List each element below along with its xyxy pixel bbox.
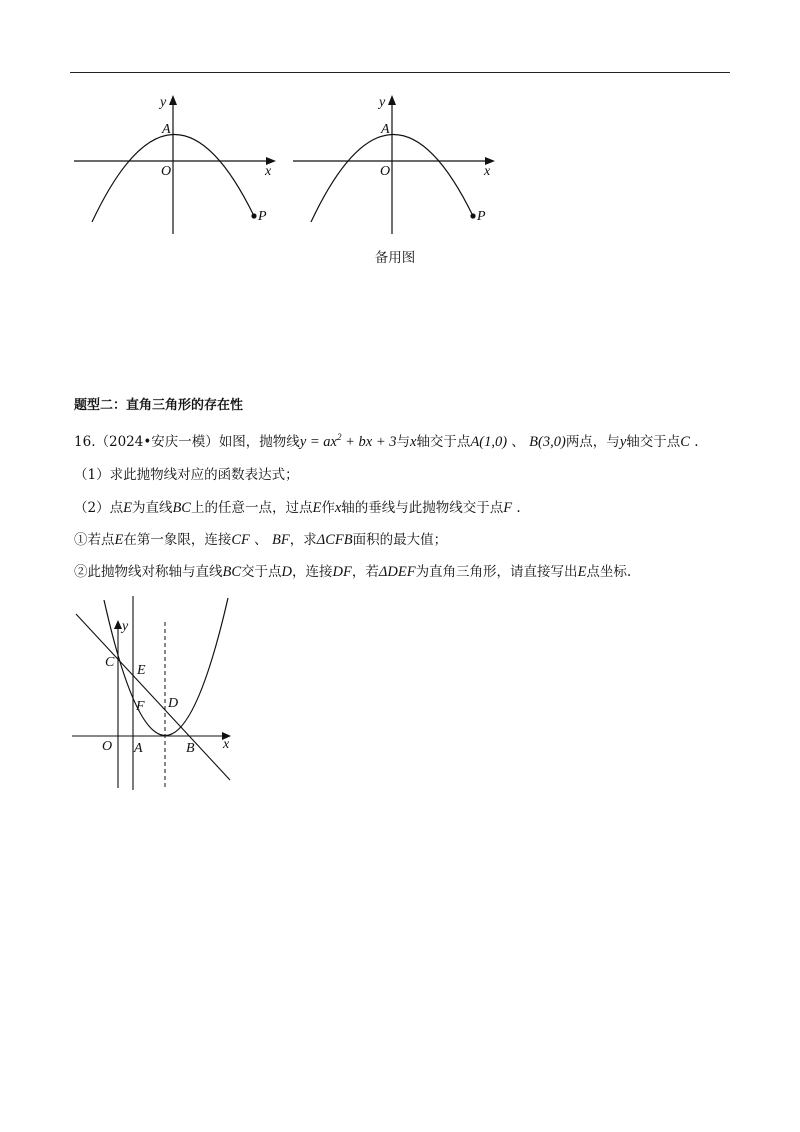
- vertex-label: A: [381, 122, 390, 137]
- x-axis-label: x: [223, 737, 230, 752]
- point-b-label: B: [186, 741, 195, 756]
- parabola-figure-2: [289, 90, 499, 240]
- point-e-label: E: [137, 663, 146, 678]
- equation: $y = ax^2$ + bx + 3: [299, 432, 397, 450]
- point-c-label: C: [105, 655, 115, 670]
- problem-stem: 16.（2024•安庆一模）如图，抛物线$y = ax^2$ + bx + 3与x轴交于点A(1,0) 、 B(3,0)两点，与y轴交于点C .: [74, 432, 699, 450]
- x-axis-label: x: [484, 164, 491, 179]
- part-1: （1）求此抛物线对应的函数表达式；: [74, 467, 299, 483]
- point-p-label: P: [258, 209, 267, 224]
- question-2: ②此抛物线对称轴与直线BC交于点D，连接DF，若ΔDEF为直角三角形，请直接写出E点坐标.: [74, 564, 632, 580]
- header-rule: [70, 72, 730, 73]
- x-axis-label: x: [265, 164, 272, 179]
- part-2: （2）点E为直线BC上的任意一点，过点E作x轴的垂线与此抛物线交于点F .: [74, 500, 521, 516]
- origin-label: O: [102, 739, 113, 754]
- problem-figure: [70, 592, 245, 797]
- y-axis-label: y: [379, 95, 386, 110]
- point-f-label: F: [136, 699, 145, 714]
- y-axis-label: y: [160, 95, 167, 110]
- point-d-label: D: [168, 696, 179, 711]
- problem-source: （2024•安庆一模）: [95, 433, 219, 450]
- section-heading: 题型二：直角三角形的存在性: [74, 398, 244, 413]
- figure-caption: 备用图: [374, 250, 416, 266]
- vertex-label: A: [162, 122, 171, 137]
- problem-number: 16: [74, 433, 92, 450]
- parabola-figure-1: [70, 90, 280, 240]
- y-axis-label: y: [122, 619, 129, 634]
- origin-label: O: [161, 164, 172, 179]
- question-1: ①若点E在第一象限，连接CF 、 BF，求ΔCFB面积的最大值；: [74, 532, 448, 548]
- point-a-label: A: [134, 741, 143, 756]
- point-p-label: P: [477, 209, 486, 224]
- origin-label: O: [380, 164, 391, 179]
